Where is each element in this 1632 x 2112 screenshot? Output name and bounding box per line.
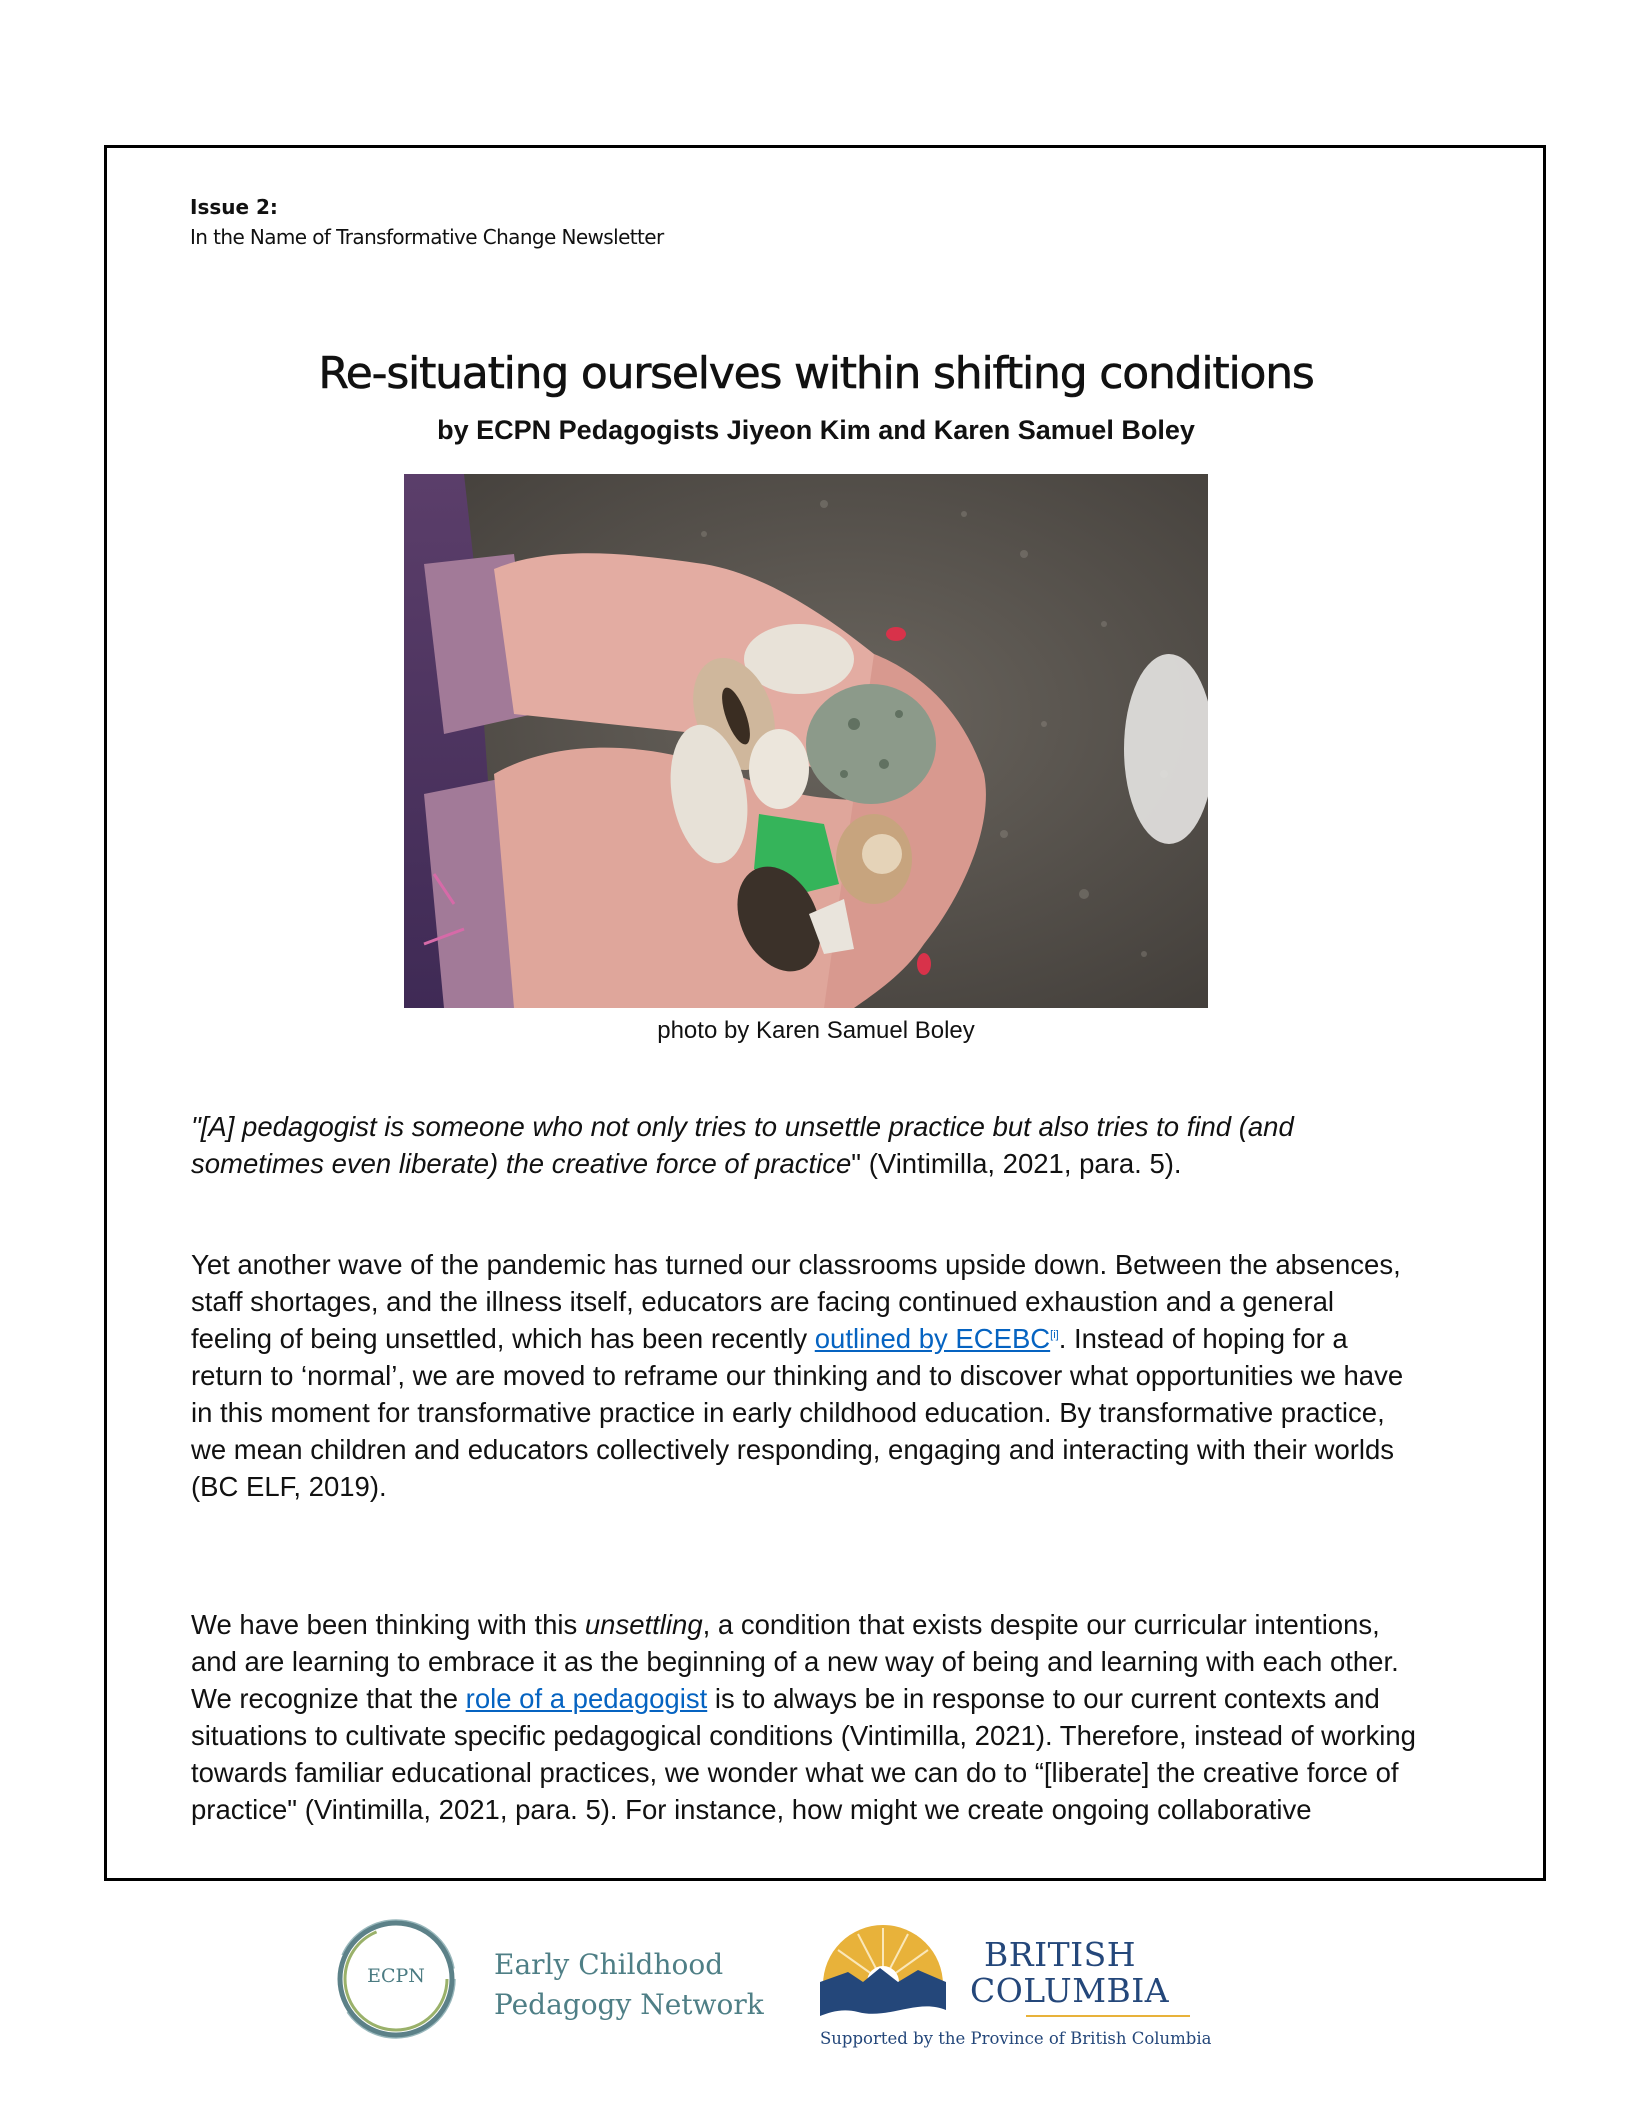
issue-header: [190, 192, 664, 252]
article-byline: by ECPN Pedagogists Jiyeon Kim and Karen Samuel Boley: [437, 415, 1195, 445]
paragraph-2-text-b: , a condition that exists despite our curricular intentions, and are learning to embrace it as the beginning of a new way of being and learning with each other. We recognize that the: [191, 1609, 1399, 1714]
paragraph-2-text-c: is to always be in response to our current contexts and situations to cultivate specific pedagogical conditions (Vintimilla, 2021). Therefore, instead of working towards familiar educational practices, we wonder what we can do to “[liberate] the creative force of practice" (Vintimilla, 2021, para. 5). For instance, how might we create ongoing collaborative: [191, 1683, 1416, 1825]
paragraph-1-text-b: . Instead of hoping for a return to ‘normal’, we are moved to reframe our thinking and to discover what opportunities we have in this moment for transformative practice in early childhood education. By transformative practice, we mean children and educators collectively responding, engaging and interacting with their worlds (BC ELF, 2019).: [191, 1323, 1404, 1502]
article-title: Re-situating ourselves within shifting conditions: [318, 348, 1314, 399]
issue-number: Issue 2:: [190, 195, 278, 219]
paragraph-1-text-a: Yet another wave of the pandemic has turned our classrooms upside down. Between the absences, staff shortages, and the illness itself, educators are facing continued exhaustion and a general feeling of being unsettled, which has been recently: [191, 1249, 1401, 1354]
ecebc-link[interactable]: outlined by ECEBC: [814, 1323, 1051, 1354]
bc-name-line-1: BRITISH: [984, 1935, 1137, 1974]
paragraph-2: [191, 1606, 1421, 1828]
role-of-pedagogist-link[interactable]: role of a pedagogist: [465, 1683, 708, 1714]
ecpn-name: [494, 1945, 764, 2025]
bc-name: [970, 1937, 1169, 2009]
ecpn-name-line-2: Pedagogy Network: [494, 1988, 764, 2021]
ecpn-logo: [334, 1905, 784, 2055]
bc-sun-mountains-icon: [818, 1920, 948, 2025]
footer-logos: [0, 1905, 1632, 2055]
footnote-marker[interactable]: [i]: [1050, 1328, 1059, 1341]
photo-hands-holding-shells: [404, 474, 1208, 1008]
quote-text: "[A] pedagogist is someone who not only tries to unsettle practice but also tries to find (and sometimes even liberate) the creative force of practice: [191, 1111, 1294, 1179]
bc-name-line-2: COLUMBIA: [970, 1971, 1170, 2010]
article-photo: [404, 474, 1208, 1008]
paragraph-1: [191, 1246, 1421, 1505]
ecpn-name-line-1: Early Childhood: [494, 1948, 724, 1981]
newsletter-name: In the Name of Transformative Change Newsletter: [190, 225, 664, 249]
bc-support-text: Supported by the Province of British Columbia: [820, 2029, 1212, 2048]
ecpn-mark-text: ECPN: [367, 1965, 425, 1987]
paragraph-2-text-a: We have been thinking with this: [191, 1609, 585, 1640]
photo-caption: photo by Karen Samuel Boley: [657, 1017, 975, 1044]
bc-gold-rule: [1026, 2015, 1190, 2017]
paragraph-2-italic: unsettling: [584, 1609, 703, 1640]
opening-quote: [191, 1108, 1421, 1182]
bc-logo: [818, 1905, 1218, 2055]
quote-citation: " (Vintimilla, 2021, para. 5).: [851, 1148, 1182, 1179]
